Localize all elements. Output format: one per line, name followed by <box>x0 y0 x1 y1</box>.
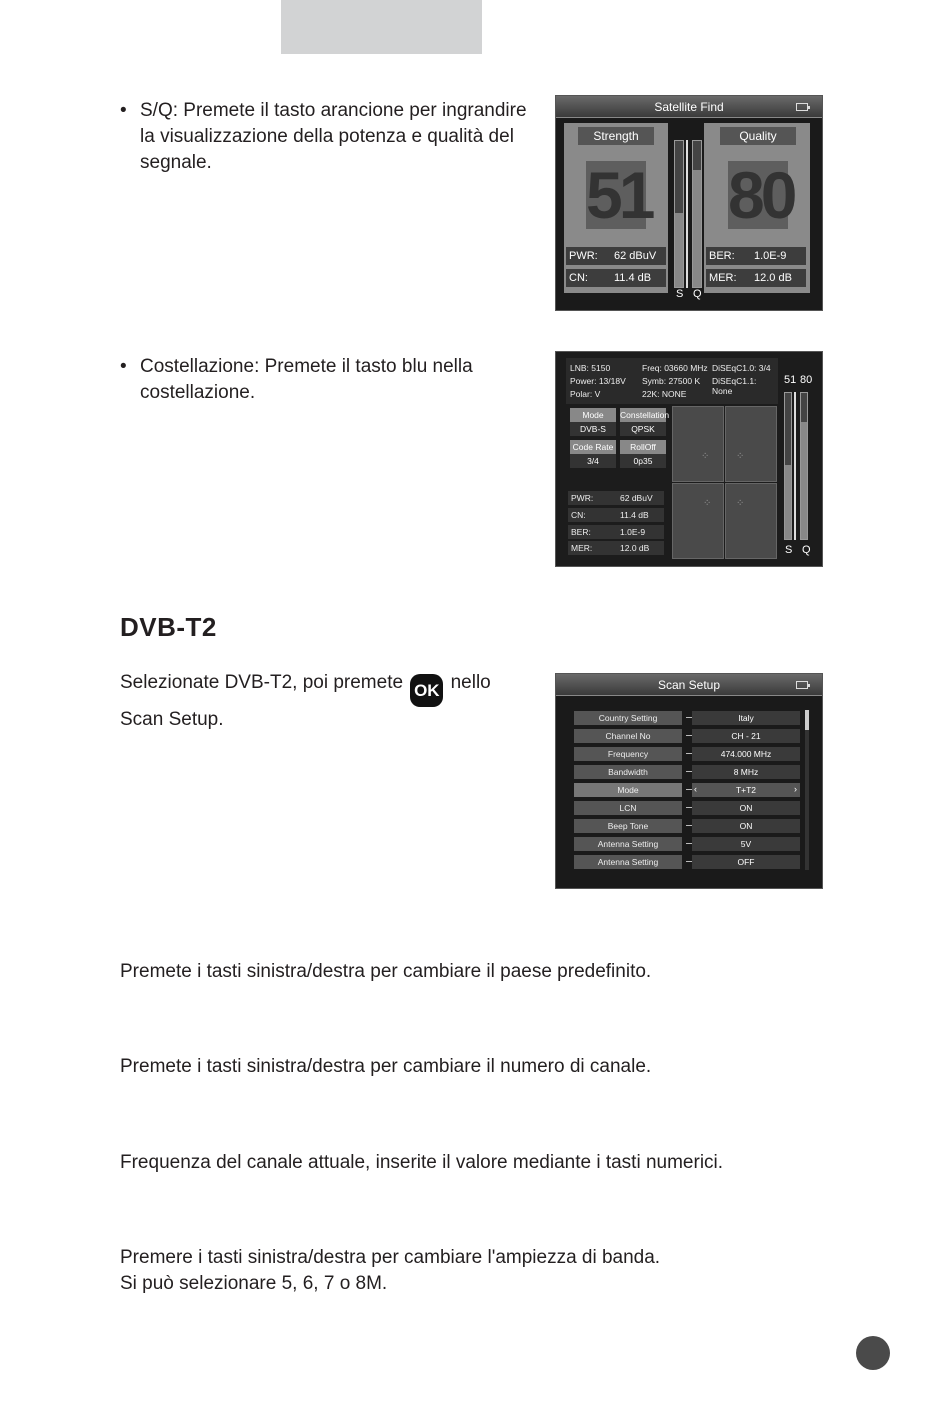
freq-text: Freq: 03660 MHz <box>642 363 708 373</box>
setting-label: Antenna Setting <box>574 837 682 851</box>
setting-label: Bandwidth <box>574 765 682 779</box>
battery-icon <box>796 103 808 111</box>
paragraph-country: Premete i tasti sinistra/destra per cambiare il paese predefinito. <box>120 961 652 982</box>
setting-value: 5V <box>692 837 800 851</box>
pwr-row <box>568 491 664 505</box>
constellation-value: QPSK <box>620 422 666 436</box>
strength-value: 51 <box>784 374 797 386</box>
setting-label: Beep Tone <box>574 819 682 833</box>
q-label: Q <box>693 288 702 300</box>
intro-paragraph <box>120 670 520 733</box>
setting-value: ON <box>692 801 800 815</box>
pwr-value: 62 dBuV <box>620 493 653 503</box>
power-text: Power: 13/18V <box>570 376 626 386</box>
intro-before: Selezionate DVB-T2, poi premete <box>120 672 404 693</box>
quality-value: 80 <box>728 158 794 232</box>
scan-setup-screen <box>555 673 823 889</box>
setting-row <box>574 747 802 761</box>
setting-row <box>574 729 802 743</box>
cn-value: 11.4 dB <box>614 272 652 284</box>
lnb-text: LNB: 5150 <box>570 363 611 373</box>
q-label: Q <box>802 544 811 556</box>
pwr-key: PWR: <box>569 250 598 262</box>
ber-value: 1.0E-9 <box>620 527 646 537</box>
signal-bars <box>674 140 704 288</box>
screen-title: Scan Setup <box>556 674 822 696</box>
setting-value: 474.000 MHz <box>692 747 800 761</box>
setting-value: 8 MHz <box>692 765 800 779</box>
strength-bar <box>784 392 792 540</box>
constellation-quadrant: ⁘ <box>672 483 724 559</box>
bullet-marker: • <box>120 356 127 377</box>
battery-icon <box>796 681 808 689</box>
constellation-quadrant: ⁘ <box>672 406 724 482</box>
strength-bar <box>674 140 684 288</box>
mer-value: 12.0 dB <box>620 543 650 553</box>
mode-value: DVB-S <box>570 422 616 436</box>
s-label: S <box>785 544 793 556</box>
setting-value: OFF <box>692 855 800 869</box>
setting-row <box>574 837 802 851</box>
ok-button-icon: OK <box>410 674 443 707</box>
bullet-constellation-text: Costellazione: Premete il tasto blu nella costellazione. <box>140 356 473 403</box>
arrow-left-icon: ‹ <box>694 784 697 794</box>
quality-bar <box>800 392 808 540</box>
pwr-value: 62 dBuV <box>614 250 657 262</box>
ber-row <box>706 247 806 265</box>
ber-value: 1.0E-9 <box>754 250 787 262</box>
bar-axis <box>794 392 796 540</box>
ber-key: BER: <box>709 250 735 262</box>
quality-bar-fill <box>801 422 807 539</box>
diseqc10-text: DiSEqC1.0: 3/4 <box>712 363 771 373</box>
mer-value: 12.0 dB <box>754 272 792 284</box>
code-rate-value: 3/4 <box>570 454 616 468</box>
constellation-screen <box>555 351 823 567</box>
setting-label: Antenna Setting <box>574 855 682 869</box>
setting-label: LCN <box>574 801 682 815</box>
symb-text: Symb: 27500 K <box>642 376 701 386</box>
strength-label: Strength <box>578 127 654 145</box>
pwr-row <box>566 247 666 265</box>
mer-row <box>568 541 664 555</box>
section-title: DVB-T2 <box>120 612 217 642</box>
setting-row <box>574 711 802 725</box>
setting-value: T+T2 <box>692 783 800 797</box>
strength-bar-fill <box>675 213 683 287</box>
mer-row <box>706 269 806 287</box>
constellation-label: Constellation <box>620 410 670 420</box>
mer-key: MER: <box>571 543 593 553</box>
pwr-key: PWR: <box>571 493 594 503</box>
cn-row <box>568 508 664 522</box>
strength-bar-fill <box>785 465 791 539</box>
mode-label: Mode <box>570 408 616 422</box>
setting-row-selected <box>574 783 802 797</box>
mer-key: MER: <box>709 272 737 284</box>
paragraph-frequency: Frequenza del canale attuale, inserite il valore mediante i tasti numerici. <box>120 1152 724 1173</box>
paragraph-bandwidth: Premere i tasti sinistra/destra per cambiare l'ampiezza di banda. <box>120 1247 661 1268</box>
cn-value: 11.4 dB <box>620 510 649 520</box>
setting-label: Frequency <box>574 747 682 761</box>
intro-after: nello Scan Setup. <box>120 672 491 730</box>
paragraph-bandwidth-options: Si può selezionare 5, 6, 7 o 8M. <box>120 1273 388 1294</box>
quality-panel <box>704 123 810 293</box>
s-label: S <box>676 288 684 300</box>
ber-row <box>568 525 664 539</box>
scrollbar <box>805 710 809 870</box>
bar-axis <box>686 140 688 288</box>
constellation-quadrant: ⁘ <box>725 406 777 482</box>
screen-title: Satellite Find <box>556 96 822 118</box>
diseqc11-text: DiSEqC1.1: None <box>712 376 757 396</box>
paragraph-channel: Premete i tasti sinistra/destra per cambiare il numero di canale. <box>120 1056 652 1077</box>
setting-row <box>574 819 802 833</box>
strength-panel <box>564 123 668 293</box>
cn-key: CN: <box>571 510 586 520</box>
setting-row <box>574 855 802 869</box>
header-tab <box>281 0 482 54</box>
setting-row <box>574 765 802 779</box>
k22-text: 22K: NONE <box>642 389 687 399</box>
page-number-dot <box>856 1336 890 1370</box>
quality-label: Quality <box>720 127 796 145</box>
cn-row <box>566 269 666 287</box>
strength-value: 51 <box>586 158 652 232</box>
quality-value: 80 <box>800 374 813 386</box>
arrow-right-icon: › <box>794 784 797 794</box>
code-rate-label: Code Rate <box>570 440 616 454</box>
setting-label: Country Setting <box>574 711 682 725</box>
rolloff-value: 0p35 <box>620 454 666 468</box>
rolloff-label: RollOff <box>620 440 666 454</box>
constellation-quadrant: ⁘ <box>725 483 777 559</box>
setting-value: Italy <box>692 711 800 725</box>
satellite-find-screen <box>555 95 823 311</box>
setting-label: Mode <box>574 783 682 797</box>
quality-bar <box>692 140 702 288</box>
setting-label: Channel No <box>574 729 682 743</box>
polar-text: Polar: V <box>570 389 601 399</box>
bullet-marker: • <box>120 100 127 121</box>
quality-bar-fill <box>693 170 701 287</box>
setting-row <box>574 801 802 815</box>
bullet-sq-text: S/Q: Premete il tasto arancione per ingrandire la visualizzazione della potenza e qualità del segnale. <box>140 100 527 173</box>
setting-value: CH - 21 <box>692 729 800 743</box>
tp-info <box>566 358 778 404</box>
ber-key: BER: <box>571 527 591 537</box>
setting-value: ON <box>692 819 800 833</box>
cn-key: CN: <box>569 272 588 284</box>
